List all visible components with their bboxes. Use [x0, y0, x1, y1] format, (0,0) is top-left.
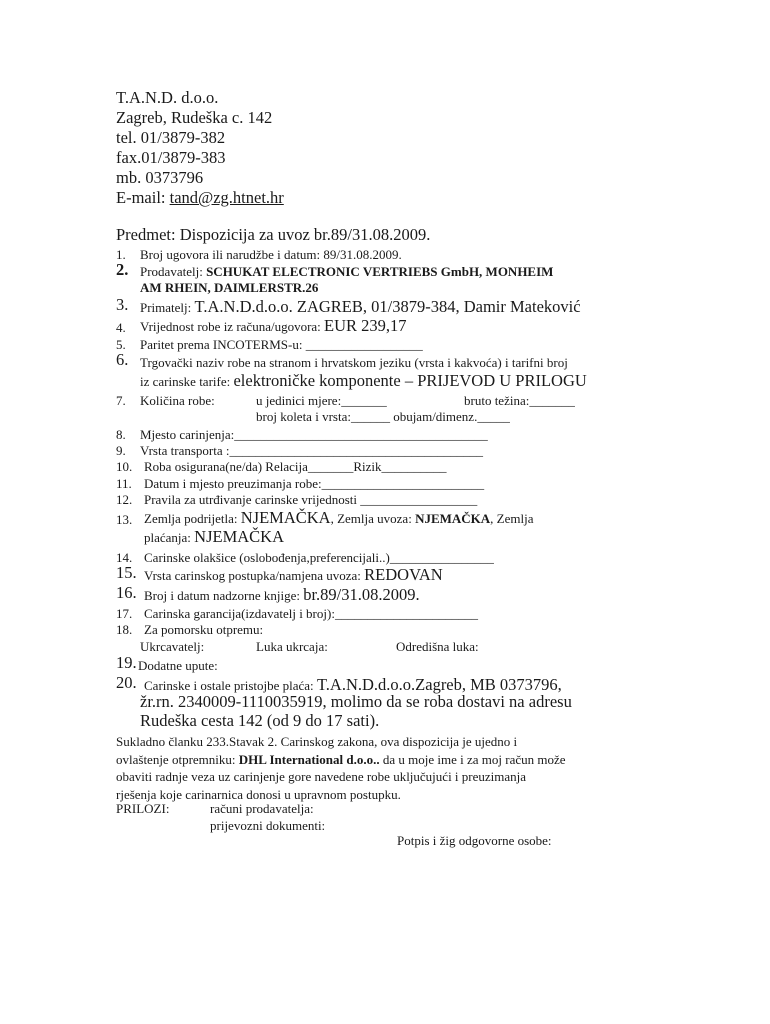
item-10-text: Roba osigurana(ne/da) Relacija_______Rizik__________ [144, 459, 447, 474]
closing-line-2c: da u moje ime i za moj račun može [379, 751, 566, 767]
email-label: E-mail: [116, 188, 170, 207]
item-1-text: Broj ugovora ili narudžbe i datum: 89/31.08.2009. [140, 247, 402, 262]
item-2-value: SCHUKAT ELECTRONIC VERTRIEBS GmbH, MONHEIM [206, 264, 554, 279]
item-11-number: 11. [116, 476, 132, 491]
item-16-value: br.89/31.08.2009. [303, 585, 420, 604]
item-16-label: Broj i datum nadzorne knjige: [144, 588, 304, 603]
item-6-line2 [140, 373, 587, 390]
item-13-label4: plaćanja: [144, 530, 195, 545]
item-3-label: Primatelj: [140, 300, 195, 315]
item-16 [144, 587, 420, 604]
item-15 [144, 567, 443, 584]
item-20-value3: Rudeška cesta 142 (od 9 do 17 sati). [140, 711, 380, 730]
item-15-value: REDOVAN [364, 565, 443, 584]
item-3-number: 3. [116, 295, 129, 314]
item-13-line2 [144, 529, 284, 546]
item-19-number: 19. [116, 653, 137, 672]
item-2 [140, 264, 553, 280]
item-4-value: EUR 239,17 [324, 316, 407, 335]
item-5-number: 5. [116, 337, 126, 352]
closing-line-4: rješenja koje carinarnica donosi u upravnom postupku. [116, 786, 401, 802]
item-16-number: 16. [116, 583, 137, 602]
item-13-label1: Zemlja podrijetla: [144, 511, 241, 526]
item-6-line1: Trgovački naziv robe na stranom i hrvatskom jeziku (vrsta i kakvoća) i tarifni broj [140, 355, 568, 370]
closing-line-1: Sukladno članku 233.Stavak 2. Carinskog zakona, ova dispozicija je ujedno i [116, 734, 518, 749]
item-9-number: 9. [116, 443, 126, 458]
company-fax: fax.01/3879-383 [116, 148, 226, 167]
item-10-number: 10. [116, 459, 133, 474]
item-7-unit: u jedinici mjere:_______ [256, 393, 387, 408]
item-2-value-cont: AM RHEIN, DAIMLERSTR.26 [140, 280, 319, 295]
attachment-transport-docs: prijevozni dokumenti: [210, 818, 326, 833]
item-2-label: Prodavatelj: [140, 264, 207, 279]
item-20-number: 20. [116, 673, 137, 692]
item-4-number: 4. [116, 320, 126, 335]
item-17-text: Carinska garancija(izdavatelj i broj):______________________ [144, 606, 478, 621]
item-18-text: Za pomorsku otpremu: [144, 622, 264, 637]
attachments-label: PRILOZI: [116, 801, 170, 816]
closing-line-2a: ovlaštenje otpremniku: [116, 751, 239, 767]
item-6-label: iz carinske tarife: [140, 374, 234, 389]
item-20-value1: T.A.N.D.d.o.o.Zagreb, MB 0373796, [316, 675, 562, 694]
company-email-line [116, 188, 284, 208]
item-3-value: T.A.N.D.d.o.o. ZAGREB, 01/3879-384, Damir Mateković [194, 297, 581, 316]
email-link[interactable]: tand@zg.htnet.hr [169, 188, 284, 207]
item-18-port-dest: Odredišna luka: [396, 639, 479, 654]
item-11-text: Datum i mjesto preuzimanja robe:_________________________ [144, 476, 485, 491]
item-14-number: 14. [116, 550, 133, 565]
item-5-text: Paritet prema INCOTERMS-u: __________________ [140, 337, 423, 352]
item-12-number: 12. [116, 492, 133, 507]
item-4 [140, 318, 407, 335]
item-13-label2: , Zemlja uvoza: [330, 511, 416, 526]
item-17-number: 17. [116, 606, 133, 621]
attachment-invoices: računi prodavatelja: [210, 801, 314, 816]
item-18-number: 18. [116, 622, 133, 637]
item-18-loader: Ukrcavatelj: [140, 639, 205, 654]
item-6-number: 6. [116, 350, 129, 369]
signature-label: Potpis i žig odgovorne osobe: [397, 833, 552, 848]
item-13-line1 [144, 510, 534, 527]
closing-line-3: obaviti radnje veza uz carinjenje gore navedene robe uključujući i preuzimanja [116, 769, 527, 784]
item-15-label: Vrsta carinskog postupka/namjena uvoza: [144, 568, 365, 583]
company-mb: mb. 0373796 [116, 168, 204, 187]
item-8-number: 8. [116, 427, 126, 442]
closing-paragraph [116, 733, 656, 803]
item-3 [140, 299, 581, 316]
item-7-gross: bruto težina:_______ [464, 393, 575, 408]
item-13-value1: NJEMAČKA [240, 508, 331, 527]
item-13-label3: , Zemlja [490, 511, 534, 526]
forwarder-name: DHL International d.o.o.. [238, 751, 380, 767]
company-name: T.A.N.D. d.o.o. [116, 88, 219, 107]
item-12-text: Pravila za utrđivanje carinske vrijednosti __________________ [144, 492, 478, 507]
item-14-text: Carinske olakšice (oslobođenja,preferencijali..)________________ [144, 550, 494, 565]
item-15-number: 15. [116, 563, 137, 582]
item-7-number: 7. [116, 393, 126, 408]
item-18-port-load: Luka ukrcaja: [256, 639, 328, 654]
closing-line-2 [116, 751, 656, 769]
item-13-value2: NJEMAČKA [415, 511, 491, 526]
company-tel: tel. 01/3879-382 [116, 128, 226, 147]
item-2-number: 2. [116, 260, 129, 279]
item-20-label: Carinske i ostale pristojbe plaća: [144, 678, 317, 693]
item-9-text: Vrsta transporta :_______________________________________ [140, 443, 483, 458]
subject-line: Predmet: Dispozicija za uvoz br.89/31.08.2009. [116, 225, 431, 244]
item-20-value2: žr.rn. 2340009-1110035919, molimo da se roba dostavi na adresu [140, 692, 572, 711]
item-13-number: 13. [116, 512, 133, 527]
item-4-label: Vrijednost robe iz računa/ugovora: [140, 319, 325, 334]
company-address: Zagreb, Rudeška c. 142 [116, 108, 273, 127]
item-6-value: elektroničke komponente – PRIJEVOD U PRILOGU [233, 371, 587, 390]
item-7-packages: broj koleta i vrsta:______ obujam/dimenz._____ [256, 409, 510, 424]
item-8-text: Mjesto carinjenja:_______________________________________ [140, 427, 488, 442]
item-number: 1. [116, 247, 126, 262]
item-7-label: Količina robe: [140, 393, 215, 408]
item-13-value4: NJEMAČKA [194, 527, 285, 546]
item-19-text: Dodatne upute: [138, 658, 218, 673]
